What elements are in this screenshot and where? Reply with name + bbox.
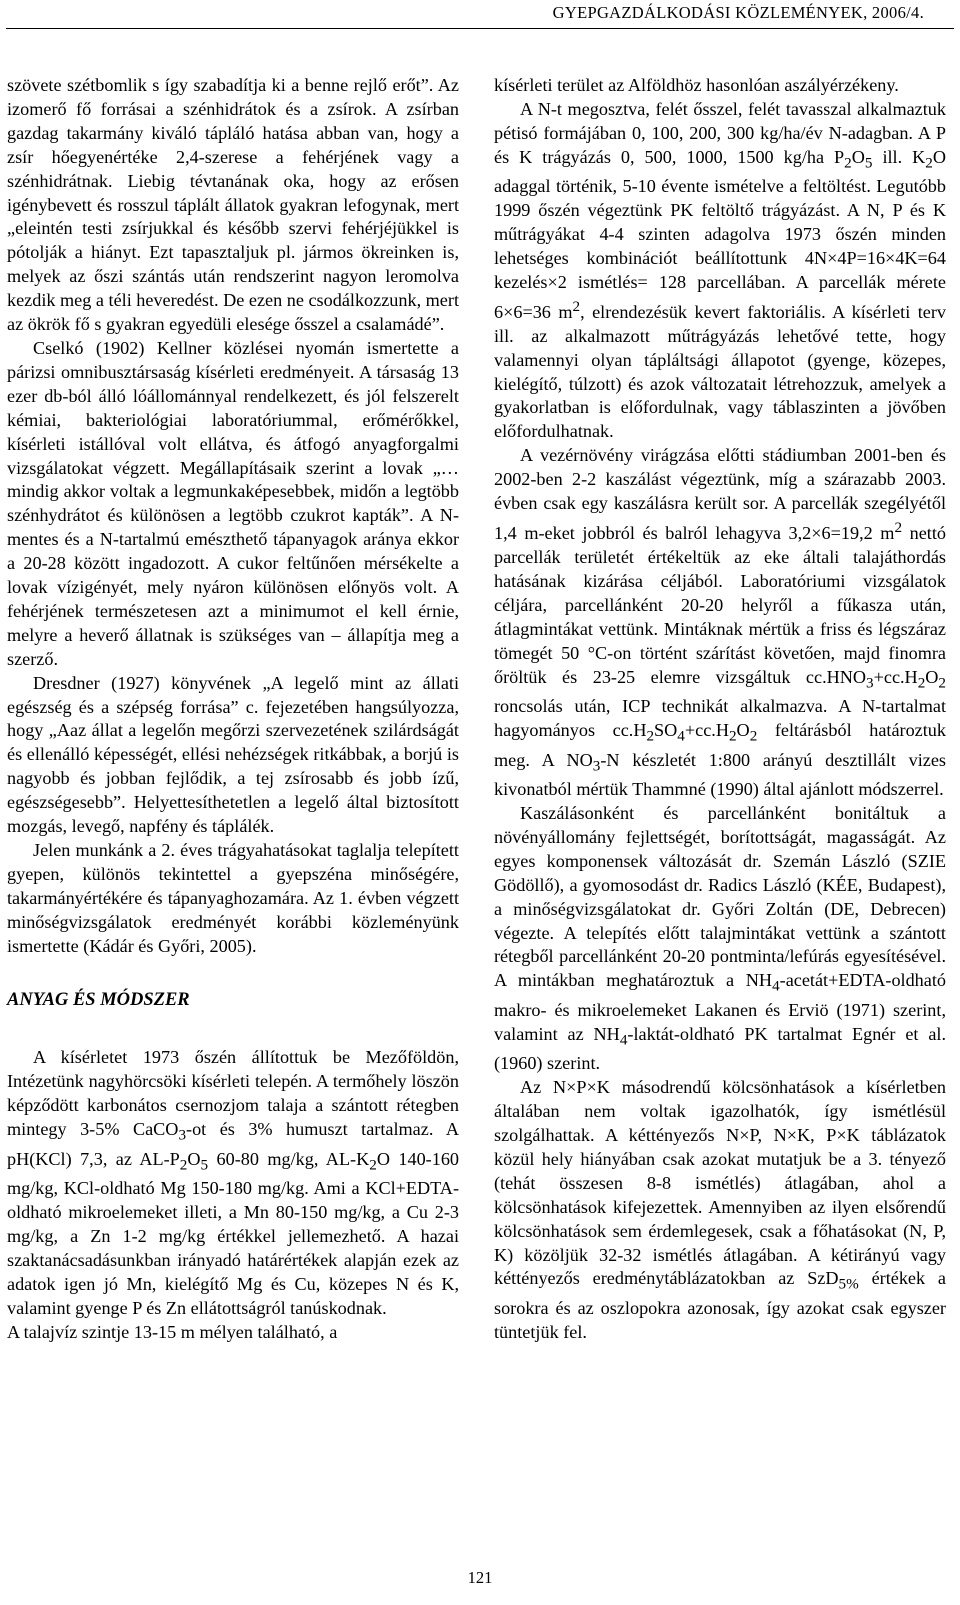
text-run: -laktát-oldható PK tartalmat Egnér et al. (1960) szerint.: [494, 1023, 946, 1074]
subscript: 3: [592, 757, 601, 775]
left-column: [7, 74, 459, 1345]
paragraph: Cselkó (1902) Kellner közlései nyomán ismertette a párizsi omnibusztársaság kísérleti eredményeit. A társaság 13 ezer db-ból álló lóállománnyal rendelkezett, és jól felszerelt kémiai, bakteriológiai laboratóriummal, erőmérőkkel, kísérleti istállóval volt ellátva, és átfogó anyagforgalmi vizsgálatokat végzett. Megállapításaik szerint a lovak „… mindig akkor voltak a legmunkaképesebbek, midőn a legtöbb szénhydrátot és különösen a legtöbb czukrot kapták”. A N-mentes és a N-tartalmú emészthető tápanyagok aránya ekkor a 20-28 között ingadozott. A cukor feltűnően mérsékelte a lovak vízigényét, mely nyáron különösen előnyös volt. A fehérjének természetesen azt a minimumot el kell érnie, melyre a heverő állatnak is szükséges van – állapítja meg a szerző.: [7, 337, 459, 669]
text-run: O: [187, 1148, 201, 1169]
text-run: O: [925, 666, 939, 687]
text-run: Kaszálásonként és parcellánként bonitáltuk a növényállomány fejlettségét, borítottságát, magasságát. Az egyes komponensek változását dr. Szemán László (SZIE Gödöllő), a gyomosodást dr. Radics László (KÉE, Budapest), a minőségvizsgálatokat dr. Győri Zoltán (DE, Debrecen) végezte. A telepítés előtt talajmintákat vettünk a szántott rétegből parcellánként 20-20 pontminta/lefúrás egyesítésével. A mintákban meghatároztuk a NH: [494, 802, 946, 991]
paragraph: szövete szétbomlik s így szabadítja ki a benne rejlő erőt”. Az izomerő fő forrásai a szénhidrátok és a zsírok. A zsírban gazdag takarmány kiváló tápláló hatása abban van, hogy a zsír hőegyenértéke 2,4-szerese a fehérjének vagy a szénhidrátnak. Liebig tévtanának oka, hogy az erősen igénybevett és rosszul táplált állatok gyakran lefogynak, mert „eleintén testi zsírjukkal és később szervi fehérjéjükkel is pótolják a hiányt. Ezt tapasztaljuk pl. jármos ökreinken is, melyek az őszi szántás után rendszerint nagyon leromolva kezdik meg a téli heveredést. De ezen ne csodálkozzunk, mert az ökrök fő s gyakran egyedüli elesége ősszel a csalamádé”.: [7, 75, 459, 335]
page-number: 121: [467, 1568, 493, 1587]
text-run: +cc.H: [873, 666, 918, 687]
subscript: 4: [677, 727, 685, 745]
subscript: 2: [646, 727, 655, 745]
section-title: ANYAG ÉS MÓDSZER: [7, 989, 190, 1010]
subscript: 3: [178, 1126, 187, 1144]
right-column: [494, 74, 946, 1345]
text-run: 60-80 mg/kg, AL-K: [208, 1148, 370, 1169]
subscript: 4: [772, 977, 780, 995]
running-head: GYEPGAZDÁLKODÁSI KÖZLEMÉNYEK, 2006/4.: [552, 3, 924, 22]
subscript: 3: [866, 674, 874, 692]
paragraph: A talajvíz szintje 13-15 m mélyen található, a: [7, 1321, 338, 1342]
subscript: 2: [925, 154, 933, 172]
text-run: , elrendezésük kevert faktoriális. A kísérleti terv ill. az alkalmazott műtrágyázás lehetővé tette, hogy valamennyi olyan tápláltsági állapotot (gyenge, közepes, kielégítő, túlzott) és azok változatait létrehozzuk, amelyek a gyakorlatban is előfordulnak, vagy táblaszinten a jövőben előfordulhatnak.: [494, 301, 946, 442]
subscript: 5: [864, 154, 873, 172]
text-run: O: [851, 146, 865, 167]
text-run: -ot és 3% humuszt tartalmaz. A pH(KCl) 7,3, az AL-P: [7, 1119, 459, 1169]
text-run: A N-t megosztva, felét ősszel, felét tavasszal alkalmaztuk pétisó formájában 0, 100, 200, 300 kg/ha/év N-adagban. A P és K trágyázás 0, 500, 1000, 1500 kg/ha P: [494, 98, 946, 167]
paragraph: [494, 1076, 946, 1345]
subscript: 2: [179, 1156, 188, 1174]
paragraph: [7, 1046, 459, 1320]
text-run: feltárásból határoztuk meg. A NO: [494, 719, 946, 770]
subscript: 2: [917, 674, 926, 692]
superscript: 2: [894, 519, 903, 537]
subscript: 5: [200, 1156, 209, 1174]
paragraph: kísérleti terület az Alföldhöz hasonlóan aszályérzékeny.: [494, 75, 899, 95]
text-run: -N készletét 1:800 arányú desztillált vizes kivonatból mértük Thammné (1990) által ajánlott módszerrel.: [494, 749, 946, 800]
paragraph: [494, 802, 946, 1076]
paragraph: Jelen munkánk a 2. éves trágyahatásokat taglalja telepített gyepen, különös tekintettel a gyepszéna minőségére, takarmányértékére és tápanyaghozamára. Az 1. évben végzett minőségvizsgálatok eredményét korábbi közleményünk ismertette (Kádár és Győri, 2005).: [7, 840, 459, 956]
text-run: nettó parcellák területét értékeltük az eke általi talajáthordás hatásának kizárása céljából. Laboratóriumi vizsgálatok céljára, parcellánként 20-20 helyről a fűkasza után, átlagmintákat vettünk. Mintáknak mértük a friss és légszáraz tömegét 50 °C-on történt szárítást követően, majd finomra őröltük és 23-25 elemre vizsgáltuk cc.HNO: [494, 523, 946, 687]
paragraph: [494, 98, 946, 444]
subscript: 2: [369, 1156, 377, 1174]
subscript: 5%: [838, 1276, 859, 1294]
text-run: O adaggal történik, 5-10 évente ismételve a feltöltést. Legutóbb 1999 őszén végeztünk PK feltöltő trágyázást. A N, P és K műtrágyákat 4-4 szinten adagolva 1973 őszén minden lehetséges kombinációt beállítottunk 4N×4P=16×4K=64 kezelés×2 ismétlés= 128 parcellában. A parcellák mérete 6×6=36 m: [494, 146, 946, 322]
text-run: O 140-160 mg/kg, KCl-oldható Mg 150-180 mg/kg. Ami a KCl+EDTA-oldható mikroelemeket illeti, a Mn 80-150 mg/kg, a Cu 2-3 mg/kg, a Zn 1-2 mg/kg értékkel jellemezhető. A hazai szaktanácsadásunkban irányadó határértékek alapján ezek az adatok igen jó Mn, kielégítő Mg és Cu, közepes N és K, valamint gyenge P és Zn ellátottságról tanúskodnak.: [7, 1148, 460, 1318]
text-run: A kísérletet 1973 őszén állítottuk be Mezőföldön, Intézetünk nagyhörcsöki kísérleti telepén. A termőhely löszön képződött karbonátos csernozjom talaja a szántott rétegben mintegy 3-5% CaCO: [7, 1047, 459, 1140]
paragraph: Dresdner (1927) könyvének „A legelő mint az állati egészség és a szépség forrása” c. fejezetében hangsúlyozza, hogy „Aaz állat a legelőn megőrzi szervezetének szilárdságát és ellenálló képességét, ellési nehézségek ritkábbak, a borjú is nagyobb és jobban fejlődik, a tej zsírosabb és jobb ízű, egészségesebb”. Helyettesíthetetlen a legelő által biztosított mozgás, levegő, napfény és táplálék.: [7, 672, 459, 837]
subscript: 2: [728, 727, 737, 745]
subscript: 4: [619, 1031, 628, 1049]
subscript: 2: [749, 727, 758, 745]
text-run: SO: [654, 719, 678, 740]
text-run: +cc.H: [684, 719, 729, 740]
text-run: A vezérnövény virágzása előtti stádiumban 2001-ben és 2002-ben 2-2 kaszálást végeztünk, míg a szárazabb 2003. évben csak egy kaszálásra került sor. A parcellák szegélyétől 1,4 m-eket jobbról és balról lehagyva 3,2×6=19,2 m: [494, 445, 946, 544]
text-run: roncsolás után, ICP technikát alkalmazva. A N-tartalmat hagyományos cc.H: [494, 696, 946, 740]
text-run: értékek a sorokra és az oszlopokra azonosak, így azokat csak egyszer tüntetjük fel.: [494, 1268, 946, 1342]
text-run: -acetát+EDTA-oldható makro- és mikroelemeket Lakanen és Erviö (1971) szerint, valamint az NH: [494, 970, 946, 1044]
subscript: 2: [938, 674, 946, 692]
paragraph: [494, 444, 946, 802]
superscript: 2: [572, 297, 581, 315]
header-rule: [6, 28, 954, 29]
subscript: 2: [844, 154, 852, 172]
text-run: ill. K: [872, 146, 926, 167]
text-run: O: [736, 719, 750, 740]
text-run: Az N×P×K másodrendű kölcsönhatások a kísérletben általában nem voltak igazolhatók, így ismétlésül szolgálhattak. A kéttényezős N×P, N×K, P×K táblázatok közül hely hiányában csak azokat mutatjuk be a 3. tényező (tehát összesen 8-8 ismétlés) átlagában, ahol a kölcsönhatások kifejezettek. Amennyiben az ilyen elsőrendű kölcsönhatások sem érdemlegesek, csak a főhatásokat (N, P, K) közöljük 32-32 ismétlés átlagában. A kétirányú vagy kéttényezős eredménytáblázatokban az SzD: [494, 1077, 946, 1289]
